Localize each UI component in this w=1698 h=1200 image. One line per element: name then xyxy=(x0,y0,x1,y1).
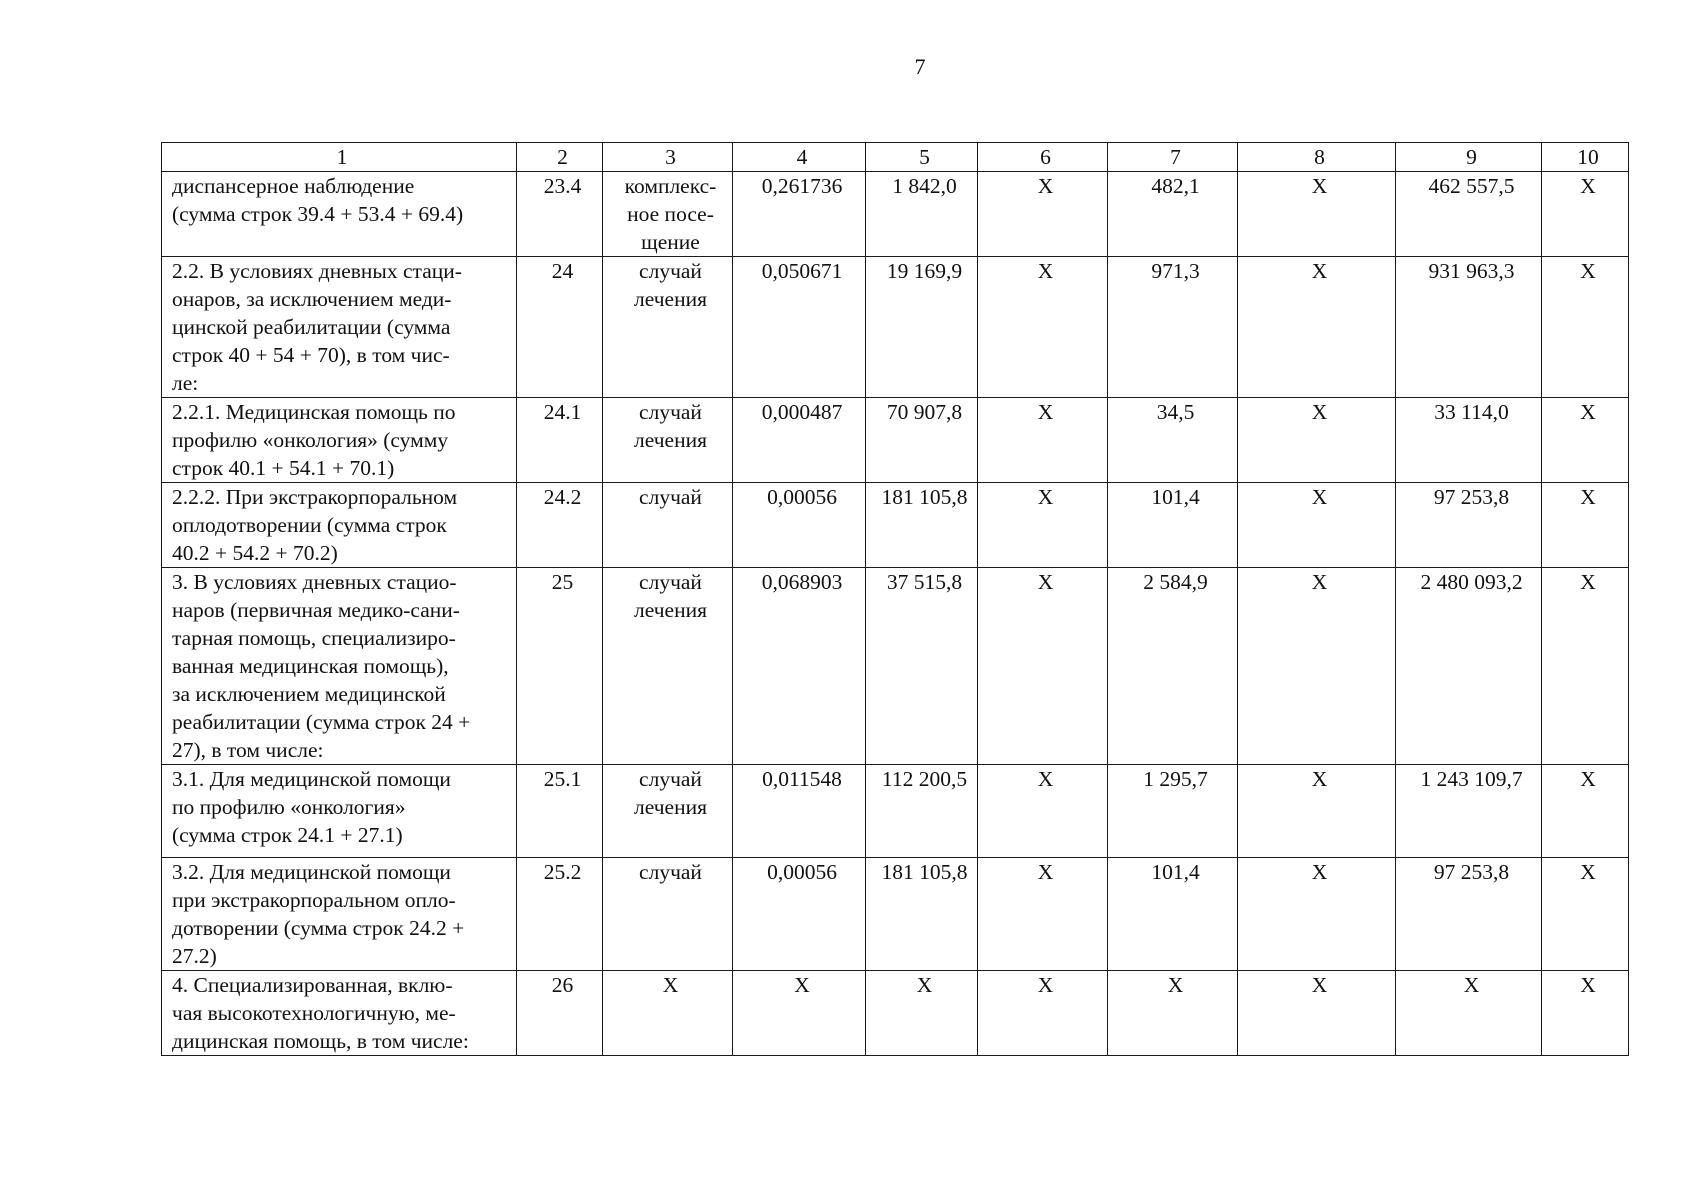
column-header: 8 xyxy=(1238,143,1396,172)
unit-cell: комплекс- ное посе- щение xyxy=(603,172,733,257)
line-number-cell: 26 xyxy=(517,971,603,1056)
value-cell: 2 480 093,2 xyxy=(1396,568,1542,765)
column-header: 1 xyxy=(162,143,517,172)
value-cell: 0,050671 xyxy=(733,257,866,398)
value-cell: 70 907,8 xyxy=(866,398,978,483)
column-header: 4 xyxy=(733,143,866,172)
value-cell: Х xyxy=(1238,483,1396,568)
table-row xyxy=(162,568,1629,765)
value-cell: Х xyxy=(978,483,1108,568)
value-cell: 462 557,5 xyxy=(1396,172,1542,257)
unit-cell: Х xyxy=(603,971,733,1056)
value-cell: Х xyxy=(978,257,1108,398)
value-cell: Х xyxy=(978,765,1108,858)
value-cell: 97 253,8 xyxy=(1396,858,1542,971)
line-number-cell: 25 xyxy=(517,568,603,765)
table-row xyxy=(162,858,1629,971)
value-cell: 33 114,0 xyxy=(1396,398,1542,483)
value-cell: Х xyxy=(1542,971,1629,1056)
column-header: 5 xyxy=(866,143,978,172)
value-cell: 19 169,9 xyxy=(866,257,978,398)
value-cell: Х xyxy=(978,172,1108,257)
value-cell: Х xyxy=(1238,858,1396,971)
row-label-cell: 3. В условиях дневных стацио- наров (первичная медико-сани- тарная помощь, специализиро- ванная медицинская помощь), за исключением медицинской реабилитации (сумма строк 24 + 27), в том числе: xyxy=(162,568,517,765)
row-label-cell: диспансерное наблюдение (сумма строк 39.4 + 53.4 + 69.4) xyxy=(162,172,517,257)
row-label-cell: 2.2. В условиях дневных стаци- онаров, за исключением меди- цинской реабилитации (сумма строк 40 + 54 + 70), в том чис- ле: xyxy=(162,257,517,398)
column-header: 6 xyxy=(978,143,1108,172)
value-cell: Х xyxy=(866,971,978,1056)
value-cell: Х xyxy=(1108,971,1238,1056)
data-table xyxy=(161,142,1629,1056)
line-number-cell: 25.1 xyxy=(517,765,603,858)
value-cell: Х xyxy=(1238,568,1396,765)
value-cell: 0,00056 xyxy=(733,483,866,568)
value-cell: 971,3 xyxy=(1108,257,1238,398)
row-label-cell: 2.2.1. Медицинская помощь по профилю «онкология» (сумму строк 40.1 + 54.1 + 70.1) xyxy=(162,398,517,483)
unit-cell: случай лечения xyxy=(603,568,733,765)
value-cell: Х xyxy=(1238,257,1396,398)
value-cell: 181 105,8 xyxy=(866,483,978,568)
value-cell: Х xyxy=(1542,858,1629,971)
value-cell: 101,4 xyxy=(1108,858,1238,971)
line-number-cell: 23.4 xyxy=(517,172,603,257)
table-row xyxy=(162,971,1629,1056)
value-cell: Х xyxy=(1542,172,1629,257)
value-cell: Х xyxy=(733,971,866,1056)
value-cell: Х xyxy=(978,971,1108,1056)
unit-cell: случай лечения xyxy=(603,398,733,483)
value-cell: 1 243 109,7 xyxy=(1396,765,1542,858)
table-header-row xyxy=(162,143,1629,172)
value-cell: 37 515,8 xyxy=(866,568,978,765)
value-cell: Х xyxy=(1396,971,1542,1056)
page-number: 7 xyxy=(914,54,926,79)
table-row xyxy=(162,257,1629,398)
column-header: 2 xyxy=(517,143,603,172)
value-cell: 931 963,3 xyxy=(1396,257,1542,398)
value-cell: Х xyxy=(1542,398,1629,483)
column-header: 3 xyxy=(603,143,733,172)
value-cell: 34,5 xyxy=(1108,398,1238,483)
value-cell: 482,1 xyxy=(1108,172,1238,257)
value-cell: 101,4 xyxy=(1108,483,1238,568)
column-header: 7 xyxy=(1108,143,1238,172)
row-label-cell: 2.2.2. При экстракорпоральном оплодотворении (сумма строк 40.2 + 54.2 + 70.2) xyxy=(162,483,517,568)
value-cell: 97 253,8 xyxy=(1396,483,1542,568)
unit-cell: случай лечения xyxy=(603,257,733,398)
value-cell: 2 584,9 xyxy=(1108,568,1238,765)
row-label-cell: 4. Специализированная, вклю- чая высокотехнологичную, ме- дицинская помощь, в том числе: xyxy=(162,971,517,1056)
value-cell: 0,068903 xyxy=(733,568,866,765)
value-cell: 0,011548 xyxy=(733,765,866,858)
table-row xyxy=(162,172,1629,257)
value-cell: 112 200,5 xyxy=(866,765,978,858)
value-cell: Х xyxy=(1542,257,1629,398)
value-cell: 0,00056 xyxy=(733,858,866,971)
value-cell: 181 105,8 xyxy=(866,858,978,971)
row-label-cell: 3.1. Для медицинской помощи по профилю «онкология» (сумма строк 24.1 + 27.1) xyxy=(162,765,517,858)
unit-cell: случай xyxy=(603,483,733,568)
value-cell: Х xyxy=(978,568,1108,765)
line-number-cell: 24.2 xyxy=(517,483,603,568)
value-cell: Х xyxy=(978,858,1108,971)
unit-cell: случай лечения xyxy=(603,765,733,858)
row-label-cell: 3.2. Для медицинской помощи при экстракорпоральном опло- дотворении (сумма строк 24.2 + 27.2) xyxy=(162,858,517,971)
line-number-cell: 24 xyxy=(517,257,603,398)
unit-cell: случай xyxy=(603,858,733,971)
value-cell: 0,000487 xyxy=(733,398,866,483)
value-cell: 1 842,0 xyxy=(866,172,978,257)
table-row xyxy=(162,765,1629,858)
table-row xyxy=(162,398,1629,483)
table-row xyxy=(162,483,1629,568)
value-cell: Х xyxy=(978,398,1108,483)
value-cell: Х xyxy=(1542,568,1629,765)
value-cell: Х xyxy=(1238,398,1396,483)
column-header: 10 xyxy=(1542,143,1629,172)
column-header: 9 xyxy=(1396,143,1542,172)
value-cell: 1 295,7 xyxy=(1108,765,1238,858)
value-cell: Х xyxy=(1542,765,1629,858)
value-cell: Х xyxy=(1238,971,1396,1056)
value-cell: Х xyxy=(1238,765,1396,858)
line-number-cell: 24.1 xyxy=(517,398,603,483)
value-cell: 0,261736 xyxy=(733,172,866,257)
value-cell: Х xyxy=(1238,172,1396,257)
line-number-cell: 25.2 xyxy=(517,858,603,971)
value-cell: Х xyxy=(1542,483,1629,568)
